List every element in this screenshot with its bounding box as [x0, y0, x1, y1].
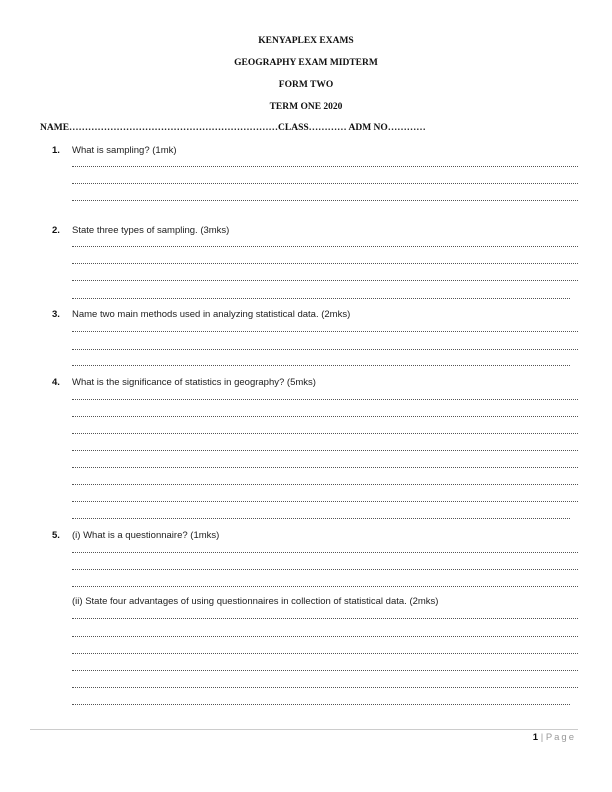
- answer-line: [72, 618, 578, 619]
- question-number: 2.: [52, 225, 60, 236]
- answer-line: [72, 467, 578, 468]
- answer-line: [72, 349, 578, 350]
- question-text: What is the significance of statistics in geography? (5mks): [72, 377, 316, 388]
- answer-line: [72, 246, 578, 247]
- answer-line: [72, 399, 578, 400]
- answer-line: [72, 704, 570, 705]
- page-label: Page: [545, 732, 576, 743]
- exam-title: GEOGRAPHY EXAM MIDTERM: [234, 58, 378, 68]
- answer-line: [72, 416, 578, 417]
- student-details-line: NAME…………………………………………………………CLASS………… ADM NO…………: [40, 123, 426, 133]
- footer-divider: [30, 729, 578, 730]
- page-number: 1: [532, 732, 539, 743]
- page-footer: [533, 732, 576, 743]
- term-title: TERM ONE 2020: [269, 102, 343, 112]
- answer-line: [72, 484, 578, 485]
- answer-line: [72, 501, 578, 502]
- answer-line: [72, 670, 578, 671]
- page-separator: |: [540, 732, 544, 743]
- answer-line: [72, 183, 578, 184]
- answer-line: [72, 552, 578, 553]
- question-number: 4.: [52, 377, 60, 388]
- form-title: FORM TWO: [278, 80, 334, 90]
- answer-line: [72, 280, 578, 281]
- answer-line: [72, 636, 578, 637]
- question-number: 1.: [52, 145, 60, 156]
- question-text: Name two main methods used in analyzing statistical data. (2mks): [72, 309, 351, 320]
- answer-line: [72, 653, 578, 654]
- subquestion-text: (ii) State four advantages of using questionnaires in collection of statistical data. (2mks): [72, 596, 439, 607]
- answer-line: [72, 450, 578, 451]
- answer-line: [72, 687, 578, 688]
- question-number: 3.: [52, 309, 60, 320]
- answer-line: [72, 518, 570, 519]
- school-title: KENYAPLEX EXAMS: [258, 36, 354, 46]
- answer-line: [72, 331, 578, 332]
- question-number: 5.: [52, 530, 60, 541]
- answer-line: [72, 298, 570, 299]
- answer-line: [72, 200, 578, 201]
- answer-line: [72, 433, 578, 434]
- question-text: State three types of sampling. (3mks): [72, 225, 230, 236]
- answer-line: [72, 365, 570, 366]
- answer-line: [72, 166, 578, 167]
- question-text: (i) What is a questionnaire? (1mks): [72, 530, 220, 541]
- question-text: What is sampling? (1mk): [72, 145, 177, 156]
- answer-line: [72, 586, 578, 587]
- answer-line: [72, 263, 578, 264]
- answer-line: [72, 569, 578, 570]
